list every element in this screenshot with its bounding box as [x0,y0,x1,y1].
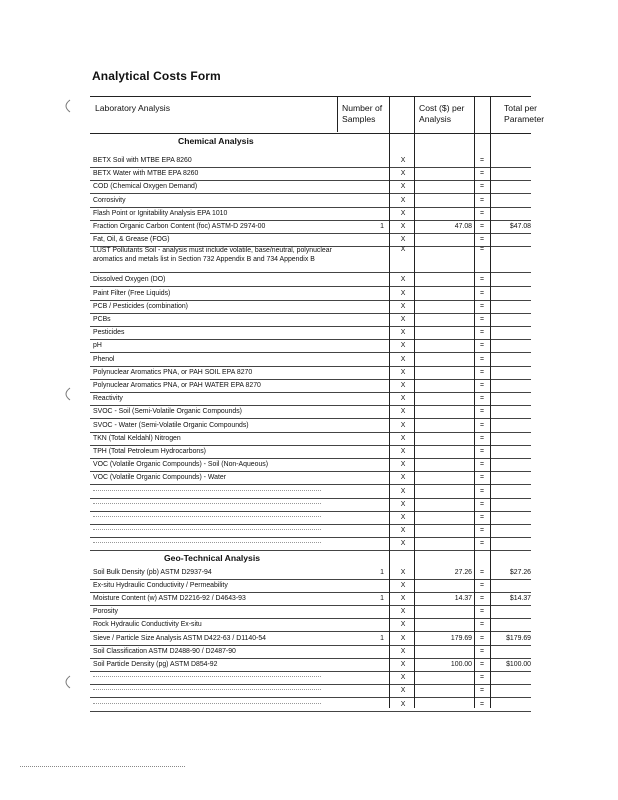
header-total: Total per Parameter [504,103,545,124]
analysis-name: Polynuclear Aromatics PNA, or PAH SOIL EPA 8270 [93,368,253,376]
analysis-name: VOC (Volatile Organic Compounds) - Water [93,474,227,482]
multiply-symbol: X [400,448,406,455]
multiply-symbol: X [400,342,406,350]
multiply-symbol: X [400,157,406,164]
header-cost: Cost ($) per Analysis [419,103,465,124]
total-per-parameter: $27.26 [509,568,531,576]
multiply-symbol: X [400,382,406,389]
multiply-symbol: X [400,170,406,178]
table-row [90,471,531,485]
blank-entry-line [93,516,321,519]
equals-symbol: = [479,700,485,708]
blank-entry-line [93,542,321,545]
table-row [90,287,531,301]
multiply-symbol: X [400,434,406,442]
table-row [90,233,531,247]
table-row [90,273,531,287]
multiply-symbol: X [400,183,406,191]
analysis-name: Rock Hydraulic Conductivity Ex-situ [93,621,202,629]
analysis-name: Flash Point or Ignitability Analysis EPA 1010 [93,209,228,217]
equals-symbol: = [479,355,485,363]
multiply-symbol: X [400,540,406,548]
equals-symbol: = [479,448,485,455]
analysis-name: BETX Water with MTBE EPA 8260 [93,170,199,178]
equals-symbol: = [479,329,485,337]
equals-symbol: = [479,395,485,403]
analysis-name: Reactivity [93,395,123,403]
table-row [90,366,531,380]
punch-hole-icon [60,98,72,114]
multiply-symbol: X [400,487,406,495]
table-row [90,220,531,234]
header-samples: Number of Samples [342,103,383,124]
multiply-symbol: X [400,421,406,429]
analysis-name: Paint Filter (Free Liquids) [93,289,171,297]
analysis-name: LUST Pollutants Soil - analysis must include volatile, base/neutral, polynuclear aromatics and metals list in Section 732 Appendix B and 734 Appendix B [93,247,332,263]
analysis-name: Pesticides [93,329,125,337]
table-row [90,511,531,525]
footer-mark [20,766,185,769]
table-row [90,167,531,181]
equals-symbol: = [479,514,485,521]
table-row [90,537,531,551]
equals-symbol: = [479,368,485,376]
table-row [90,300,531,314]
equals-symbol: = [479,434,485,442]
column-divider [414,96,415,708]
cost-per-analysis: 179.69 [450,634,472,642]
multiply-symbol: X [400,395,406,403]
multiply-symbol: X [400,687,406,695]
analysis-name: Ex-situ Hydraulic Conductivity / Permeability [93,581,228,589]
equals-symbol: = [479,382,485,389]
multiply-symbol: X [400,595,406,602]
cost-per-analysis: 14.37 [454,595,472,602]
analysis-name: pH [93,342,102,350]
table-row [90,632,531,646]
equals-symbol: = [479,157,485,164]
equals-symbol: = [479,500,485,508]
punch-hole-icon [60,386,72,402]
equals-symbol: = [479,540,485,548]
table-row [90,658,531,672]
section-title-chemical: Chemical Analysis [178,136,254,146]
table-row [90,445,531,459]
equals-symbol: = [479,634,485,642]
table-row [90,405,531,419]
multiply-symbol: X [400,474,406,482]
equals-symbol: = [479,474,485,482]
total-per-parameter: $100.00 [506,661,531,668]
multiply-symbol: X [400,196,406,204]
multiply-symbol: X [400,621,406,629]
blank-entry-line [93,676,321,679]
equals-symbol: = [479,621,485,629]
blank-entry-line [93,503,321,506]
table-row [90,353,531,367]
equals-symbol: = [479,461,485,469]
table-row [90,458,531,472]
table-row [90,432,531,446]
multiply-symbol: X [400,276,406,284]
table-row [90,419,531,433]
analysis-name: Corrosivity [93,196,126,204]
analysis-name: Polynuclear Aromatics PNA, or PAH WATER EPA 8270 [93,382,261,389]
column-divider [474,96,475,708]
table-row [90,698,531,712]
table-row [90,180,531,194]
multiply-symbol: X [400,700,406,708]
punch-hole-icon [60,674,72,690]
sample-count: 1 [380,568,384,576]
table-row [90,194,531,208]
analysis-name: BETX Soil with MTBE EPA 8260 [93,157,192,164]
blank-entry-line [93,529,321,532]
header-analysis: Laboratory Analysis [95,103,170,113]
table-row [90,154,531,168]
column-divider [389,96,390,708]
table-row [90,645,531,659]
analysis-name: Sieve / Particle Size Analysis ASTM D422-63 / D1140-54 [93,634,266,642]
analytical-costs-table [90,96,545,708]
table-row [90,524,531,538]
equals-symbol: = [479,223,485,230]
equals-symbol: = [479,527,485,535]
multiply-symbol: X [400,246,406,254]
table-row [90,379,531,393]
analysis-name: Phenol [93,355,115,363]
multiply-symbol: X [400,408,406,416]
total-per-parameter: $14.37 [509,595,531,602]
equals-symbol: = [479,246,485,254]
multiply-symbol: X [400,608,406,616]
table-row [90,392,531,406]
equals-symbol: = [479,581,485,589]
multiply-symbol: X [400,368,406,376]
equals-symbol: = [479,568,485,576]
multiply-symbol: X [400,661,406,668]
multiply-symbol: X [400,329,406,337]
analysis-name: SVOC - Water (Semi-Volatile Organic Compounds) [93,421,249,429]
analysis-name: Fat, Oil, & Grease (FOG) [93,236,170,244]
blank-entry-line [93,703,321,706]
cost-per-analysis: 100.00 [450,661,472,668]
table-row [90,618,531,632]
table-row [90,326,531,340]
table-row [90,246,531,273]
equals-symbol: = [479,289,485,297]
equals-symbol: = [479,674,485,682]
table-row [90,207,531,221]
equals-symbol: = [479,342,485,350]
table-row [90,684,531,698]
multiply-symbol: X [400,355,406,363]
equals-symbol: = [479,487,485,495]
analysis-name: TPH (Total Petroleum Hydrocarbons) [93,448,206,455]
multiply-symbol: X [400,634,406,642]
table-header [90,96,545,134]
analysis-name: Soil Bulk Density (pb) ASTM D2937-94 [93,568,212,576]
equals-symbol: = [479,276,485,284]
equals-symbol: = [479,647,485,655]
table-row [90,485,531,499]
multiply-symbol: X [400,568,406,576]
sample-count: 1 [380,634,384,642]
total-per-parameter: $179.69 [506,634,531,642]
analysis-name: Fraction Organic Carbon Content (foc) ASTM-D 2974-00 [93,223,266,230]
equals-symbol: = [479,595,485,602]
equals-symbol: = [479,408,485,416]
multiply-symbol: X [400,461,406,469]
multiply-symbol: X [400,302,406,310]
table-row [90,605,531,619]
multiply-symbol: X [400,647,406,655]
analysis-name: SVOC - Soil (Semi-Volatile Organic Compounds) [93,408,242,416]
table-row [90,566,531,580]
multiply-symbol: X [400,527,406,535]
analysis-name: Porosity [93,608,118,616]
equals-symbol: = [479,608,485,616]
table-row [90,592,531,606]
equals-symbol: = [479,196,485,204]
multiply-symbol: X [400,581,406,589]
multiply-symbol: X [400,209,406,217]
sample-count: 1 [380,595,384,602]
table-row [90,313,531,327]
analysis-name: PCBs [93,316,111,323]
analysis-name: COD (Chemical Oxygen Demand) [93,183,198,191]
equals-symbol: = [479,316,485,323]
equals-symbol: = [479,209,485,217]
analysis-name: Soil Particle Density (pg) ASTM D854-92 [93,661,218,668]
blank-entry-line [93,689,321,692]
table-row [90,498,531,512]
blank-entry-line [93,490,321,493]
analysis-name: VOC (Volatile Organic Compounds) - Soil (Non-Aqueous) [93,461,269,469]
multiply-symbol: X [400,223,406,230]
cost-per-analysis: 27.26 [454,568,472,576]
table-row [90,579,531,593]
multiply-symbol: X [400,236,406,244]
equals-symbol: = [479,170,485,178]
table-row [90,339,531,353]
multiply-symbol: X [400,674,406,682]
multiply-symbol: X [400,514,406,521]
analysis-name: Dissolved Oxygen (DO) [93,276,166,284]
column-divider [490,96,491,708]
page-title: Analytical Costs Form [92,69,221,83]
equals-symbol: = [479,661,485,668]
sample-count: 1 [380,223,384,230]
table-row [90,671,531,685]
equals-symbol: = [479,687,485,695]
multiply-symbol: X [400,289,406,297]
column-divider [337,96,338,132]
equals-symbol: = [479,421,485,429]
equals-symbol: = [479,302,485,310]
analysis-name: TKN (Total Keldahl) Nitrogen [93,434,181,442]
equals-symbol: = [479,183,485,191]
multiply-symbol: X [400,316,406,323]
section-title-geotech: Geo-Technical Analysis [164,552,260,563]
analysis-name: PCB / Pesticides (combination) [93,302,188,310]
multiply-symbol: X [400,500,406,508]
equals-symbol: = [479,236,485,244]
cost-per-analysis: 47.08 [454,223,472,230]
total-per-parameter: $47.08 [509,223,531,230]
analysis-name: Moisture Content (w) ASTM D2216-92 / D4643-93 [93,595,246,602]
analysis-name: Soil Classification ASTM D2488-90 / D2487-90 [93,647,236,655]
